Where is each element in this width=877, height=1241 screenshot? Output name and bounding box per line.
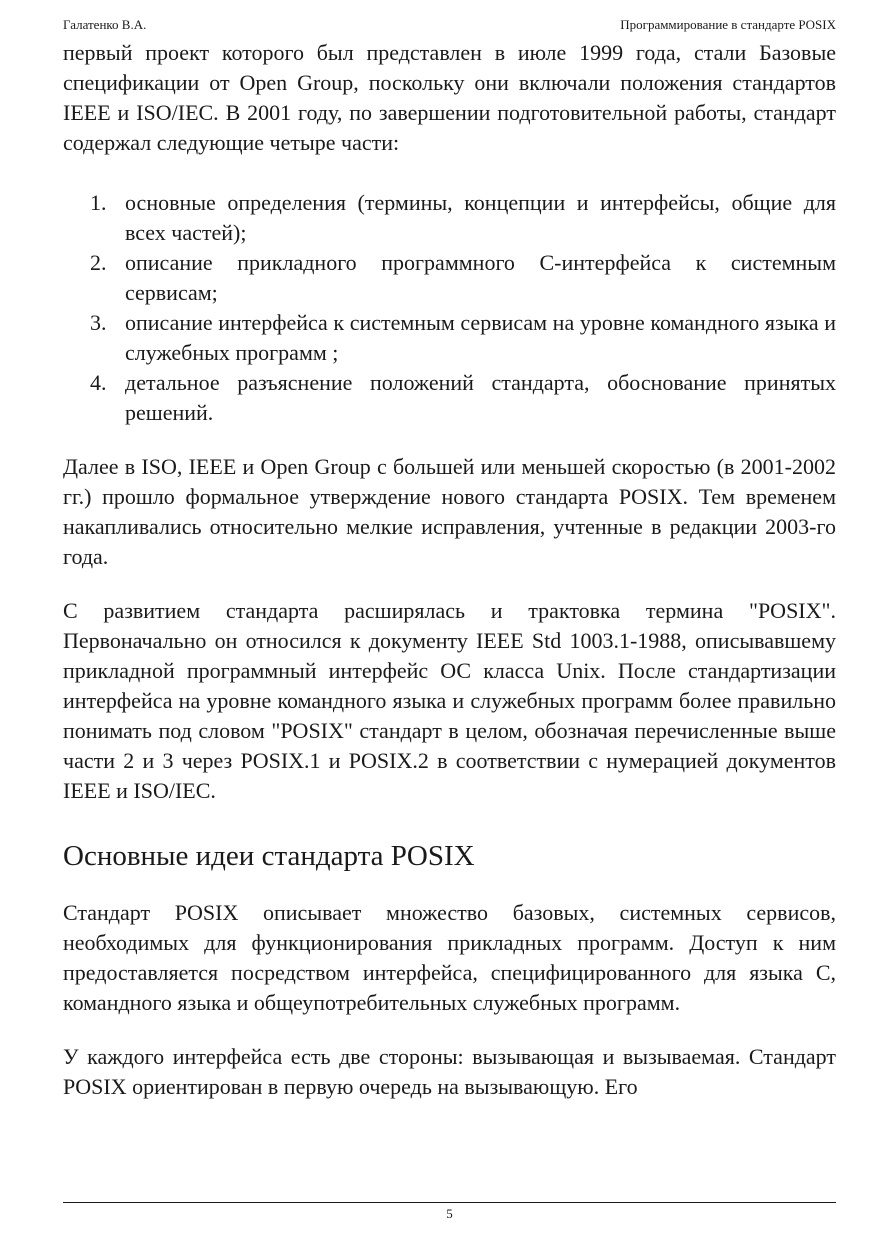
paragraph-term: С развитием стандарта расширялась и трактовка термина "POSIX". Первоначально он относился к документу IEEE Std 1003.1-1988, описывавшему прикладной программный интерфейс ОС класса Unix. После стандартизации интерфейса на уровне командного языка и служебных программ более правильно понимать под словом "POSIX" стандарт в целом, обозначая перечисленные выше части 2 и 3 через POSIX.1 и POSIX.2 в соответствии с нумерацией документов IEEE и ISO/IEC.	[63, 598, 836, 803]
page-content	[63, 38, 836, 1102]
list-item-number: 3.	[90, 310, 107, 335]
list-item-number: 1.	[90, 190, 107, 215]
header-author: Галатенко В.А.	[63, 17, 147, 32]
paragraph-services: Стандарт POSIX описывает множество базовых, системных сервисов, необходимых для функционирования прикладных программ. Доступ к ним предоставляется посредством интерфейса, специфицированного для языка C, командного языка и общеупотребительных служебных программ.	[63, 900, 836, 1015]
list-item-number: 4.	[90, 370, 107, 395]
list-item	[63, 308, 836, 368]
list-item-text: основные определения (термины, концепции и интерфейсы, общие для всех частей);	[125, 190, 836, 245]
paragraph-intro: первый проект которого был представлен в июле 1999 года, стали Базовые спецификации от Open Group, поскольку они включали положения стандартов IEEE и ISO/IEC. В 2001 году, по завершении подготовительной работы, стандарт содержал следующие четыре части:	[63, 40, 836, 155]
list-item-text: детальное разъяснение положений стандарта, обоснование принятых решений.	[125, 370, 836, 425]
parts-list	[63, 188, 836, 428]
section-heading: Основные идеи стандарта POSIX	[63, 840, 475, 872]
paragraph-adoption: Далее в ISO, IEEE и Open Group с большей или меньшей скоростью (в 2001-2002 гг.) прошло формальное утверждение нового стандарта POSIX. Тем временем накапливались относительно мелкие исправления, учтенные в редакции 2003-го года.	[63, 454, 836, 569]
list-item	[63, 248, 836, 308]
footer-divider	[63, 1202, 836, 1203]
page-number: 5	[446, 1206, 453, 1221]
list-item	[63, 188, 836, 248]
list-item-number: 2.	[90, 250, 107, 275]
header-title: Программирование в стандарте POSIX	[620, 17, 836, 32]
paragraph-sides: У каждого интерфейса есть две стороны: вызывающая и вызываемая. Стандарт POSIX ориентирован в первую очередь на вызывающую. Его	[63, 1044, 836, 1099]
list-item-text: описание прикладного программного C-интерфейса к системным сервисам;	[125, 250, 836, 305]
list-item	[63, 368, 836, 428]
list-item-text: описание интерфейса к системным сервисам на уровне командного языка и служебных программ ;	[125, 310, 836, 365]
document-page	[63, 0, 836, 1241]
